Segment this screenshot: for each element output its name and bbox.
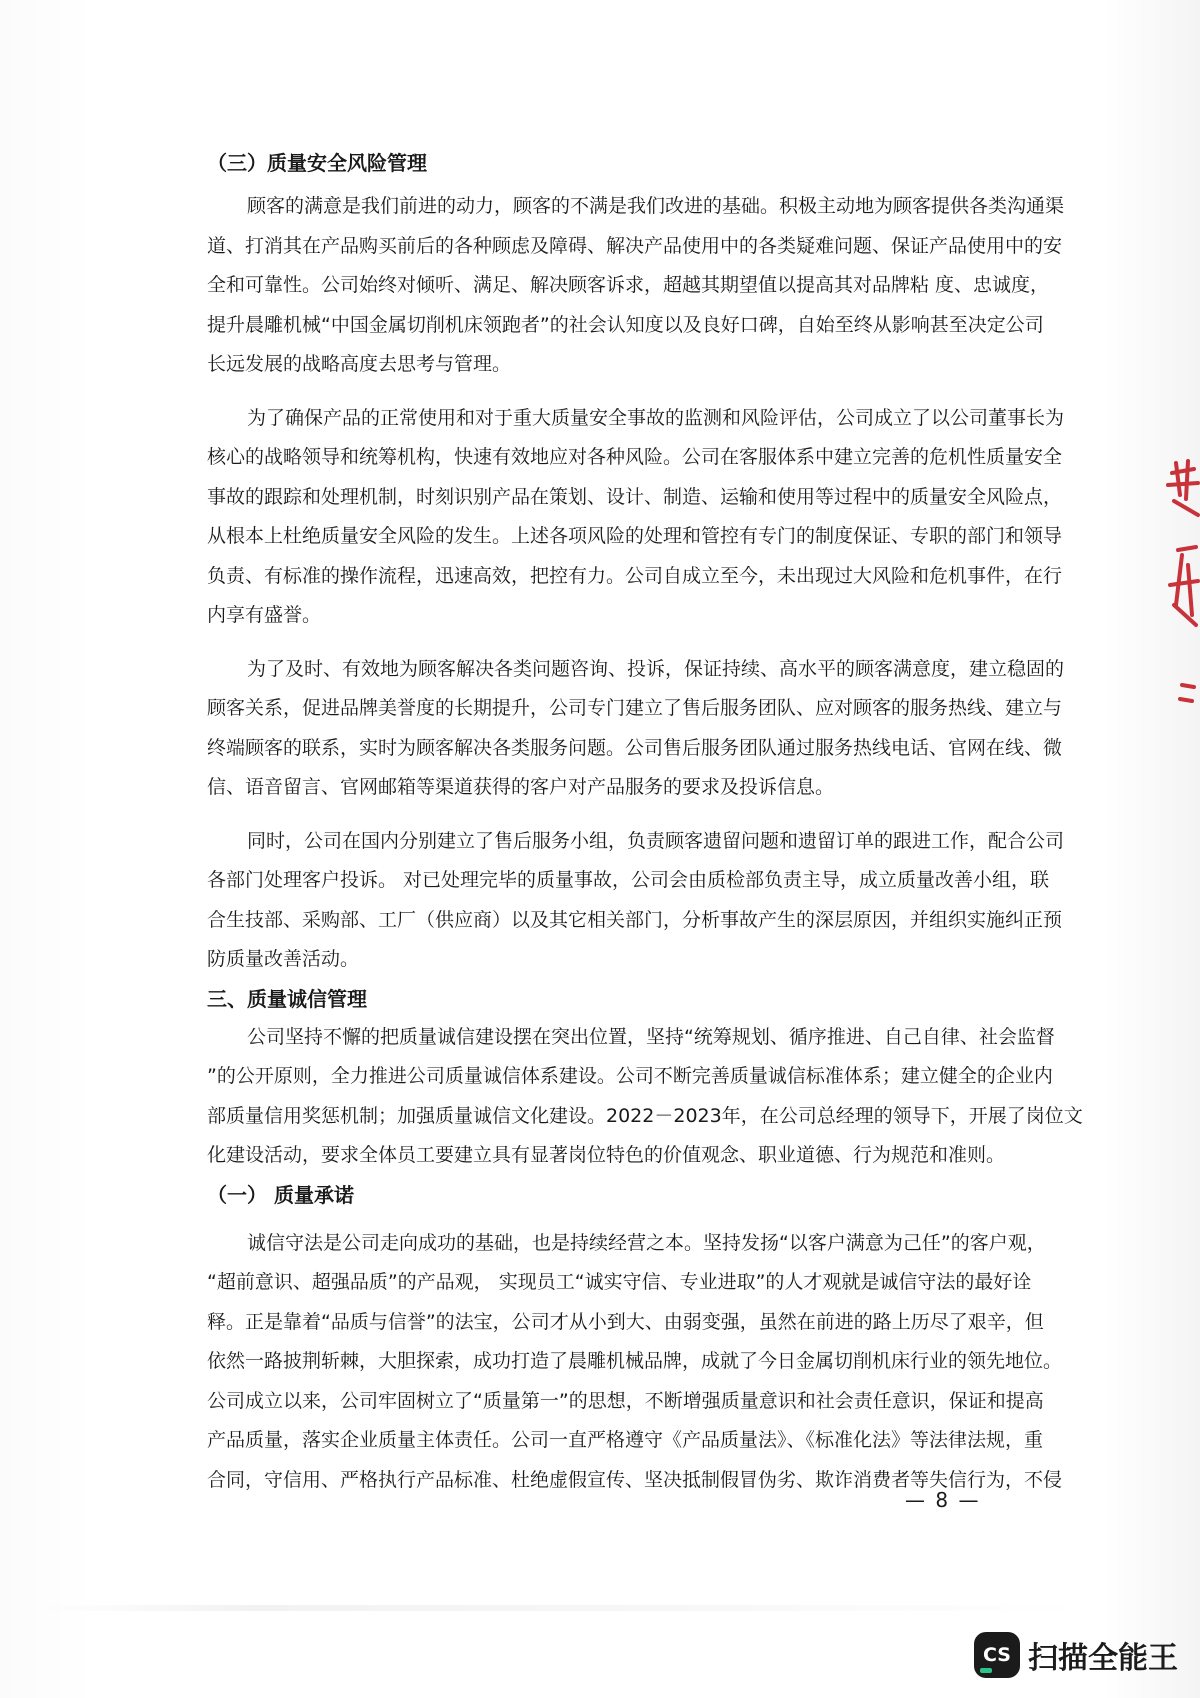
text-line: 顾客关系，促进品牌美誉度的长期提升，公司专门建立了售后服务团队、应对顾客的服务热线、建立与	[207, 697, 1063, 719]
text-line: 为了确保产品的正常使用和对于重大质量安全事故的监测和风险评估，公司成立了以公司董事长为	[247, 406, 1065, 429]
text-line: 各部门处理客户投诉。 对已处理完毕的质量事故，公司会由质检部负责主导，成立质量改善小组，联	[207, 869, 1050, 891]
text-line: 公司坚持不懈的把质量诚信建设摆在突出位置，坚持“统筹规划、循序推进、自己自律、社会监督	[247, 1025, 1055, 1048]
text-line: 从根本上杜绝质量安全风险的发生。上述各项风险的处理和管控有专门的制度保证、专职的部门和领导	[207, 525, 1063, 547]
scanner-watermark	[974, 1632, 1178, 1678]
scan-artifact	[40, 1605, 1090, 1611]
red-seal-fragment	[1158, 455, 1200, 785]
text-line: 提升晨雕机械“中国金属切削机床领跑者”的社会认知度以及良好口碑，自始至终从影响甚至决定公司	[207, 313, 1044, 336]
text-line: 合生技部、采购部、工厂（供应商）以及其它相关部门，分析事故产生的深层原因，并组织实施纠正预	[207, 908, 1063, 931]
section-heading-quality-integrity: 三、质量诚信管理	[207, 986, 367, 1011]
text-line: “超前意识、超强品质”的产品观， 实现员工“诚实守信、专业进取”的人才观就是诚信守法的最好诠	[207, 1271, 1032, 1293]
text-line: 产品质量，落实企业质量主体责任。公司一直严格遵守《产品质量法》、《标准化法》等法律法规，重	[207, 1429, 1044, 1451]
text-line: ”的公开原则，全力推进公司质量诚信体系建设。公司不断完善质量诚信标准体系；建立健全的企业内	[207, 1065, 1053, 1087]
text-line: 部质量信用奖惩机制；加强质量诚信文化建设。2022－2023年，在公司总经理的领导下，开展了岗位文	[207, 1104, 1083, 1127]
paragraph-risk-assessment	[207, 399, 1083, 636]
text-line: 信、语音留言、官网邮箱等渠道获得的客户对产品服务的要求及投诉信息。	[207, 776, 835, 798]
page-number: — 8 —	[905, 1488, 981, 1512]
text-line: 同时，公司在国内分别建立了售后服务小组，负责顾客遗留问题和遗留订单的跟进工作，配合公司	[247, 829, 1065, 852]
text-line: 诚信守法是公司走向成功的基础，也是持续经营之本。坚持发扬“以客户满意为己任”的客户观，	[247, 1231, 1046, 1254]
subsection-heading-quality-safety-risk: （三）质量安全风险管理	[207, 151, 427, 175]
text-line: 终端顾客的联系，实时为顾客解决各类服务问题。公司售后服务团队通过服务热线电话、官网在线、微	[207, 736, 1063, 759]
watermark-text: 扫描全能王	[1028, 1641, 1178, 1676]
paragraph-after-sales-service	[207, 650, 1083, 808]
text-line: 为了及时、有效地为顾客解决各类问题咨询、投诉，保证持续、高水平的顾客满意度，建立稳固的	[247, 657, 1065, 680]
text-line: 防质量改善活动。	[207, 948, 360, 970]
camscanner-logo-icon: CS	[974, 1632, 1020, 1678]
paragraph-integrity-system	[207, 1018, 1083, 1176]
text-line: 释。正是靠着“品质与信誉”的法宝，公司才从小到大、由弱变强，虽然在前进的路上历尽了艰辛，但	[207, 1310, 1044, 1333]
text-line: 合同，守信用、严格执行产品标准、杜绝虚假宣传、坚决抵制假冒伪劣、欺诈消费者等失信行为，不侵	[207, 1468, 1063, 1491]
text-line: 事故的跟踪和处理机制，时刻识别产品在策划、设计、制造、运输和使用等过程中的质量安全风险点，	[207, 485, 1063, 508]
text-line: 道、打消其在产品购买前后的各种顾虑及障碍、解决产品使用中的各类疑难问题、保证产品使用中的安	[207, 234, 1063, 257]
text-line: 依然一路披荆斩棘，大胆探索，成功打造了晨雕机械品牌，成就了今日金属切削机床行业的领先地位。	[207, 1350, 1063, 1372]
text-line: 化建设活动，要求全体员工要建立具有显著岗位特色的价值观念、职业道德、行为规范和准则。	[207, 1144, 1006, 1166]
paragraph-service-groups	[207, 822, 1083, 980]
subsection-heading-quality-commitment: （一） 质量承诺	[207, 1182, 354, 1207]
text-line: 长远发展的战略高度去思考与管理。	[207, 353, 512, 375]
paragraph-customer-satisfaction	[207, 187, 1083, 385]
text-line: 负责、有标准的操作流程，迅速高效，把控有力。公司自成立至今，未出现过大风险和危机事件，在行	[207, 564, 1063, 587]
text-line: 公司成立以来，公司牢固树立了“质量第一”的思想，不断增强质量意识和社会责任意识，保证和提高	[207, 1389, 1044, 1412]
text-line: 顾客的满意是我们前进的动力，顾客的不满是我们改进的基础。积极主动地为顾客提供各类沟通渠	[247, 195, 1065, 217]
text-line: 核心的战略领导和统筹机构，快速有效地应对各种风险。公司在客服体系中建立完善的危机性质量安全	[207, 446, 1063, 468]
text-line: 内享有盛誉。	[207, 604, 322, 626]
text-line: 全和可靠性。公司始终对倾听、满足、解决顾客诉求，超越其期望值以提高其对品牌粘 度、忠诚度，	[207, 274, 1050, 296]
paragraph-quality-commitment	[207, 1224, 1083, 1501]
document-body	[207, 148, 1083, 1500]
